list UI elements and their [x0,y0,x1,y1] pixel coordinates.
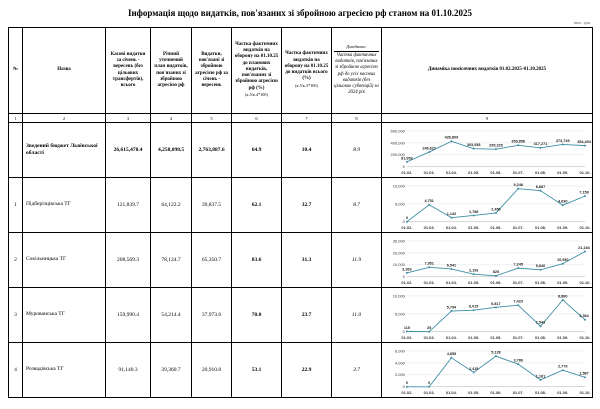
svg-text:6,000: 6,000 [394,348,405,354]
svg-text:8,880: 8,880 [558,294,568,299]
row-name: Сокільницька ТГ [23,233,106,288]
svg-text:426,809: 426,809 [444,135,459,140]
svg-text:4,751: 4,751 [424,199,434,204]
svg-text:01.06.: 01.06. [490,335,502,341]
svg-text:7,245: 7,245 [513,262,523,267]
reference-2024-value: 8.9 [332,123,382,178]
svg-text:6,541: 6,541 [446,263,457,268]
col-header-pct-plan-formula: (к.5/к.4*100) [245,91,268,97]
svg-text:01.07.: 01.07. [512,170,524,176]
svg-text:3,263: 3,263 [402,267,412,272]
svg-text:115: 115 [403,325,410,330]
svg-text:81,953: 81,953 [401,156,413,161]
svg-text:01.03.: 01.03. [423,225,435,231]
svg-text:295,228: 295,228 [489,143,503,148]
svg-text:5,000: 5,000 [394,201,405,207]
svg-text:2,779: 2,779 [558,364,568,369]
row-name: Розвадівська ТГ [23,343,106,398]
svg-text:10,930: 10,930 [556,258,569,263]
pct-of-plan: 64.9 [232,123,282,178]
svg-text:01.10.: 01.10. [579,170,591,176]
expenditures-table [8,27,593,398]
svg-text:01.07.: 01.07. [512,225,524,231]
svg-text:3,364: 3,364 [579,314,589,319]
actual-expenditures: 37,973.6 [192,288,232,343]
svg-text:01.10.: 01.10. [579,225,591,231]
svg-text:01.07.: 01.07. [512,390,524,396]
svg-text:01.08.: 01.08. [534,225,547,231]
svg-text:7,423: 7,423 [513,299,523,304]
row-index: 3 [9,288,23,343]
svg-text:01.08.: 01.08. [534,335,547,341]
row-name: Мурованська ТГ [23,288,106,343]
page-title: Інформація щодо видатків, пов'язаних зі збройною агресією рф станом на 01.10.2025 [127,8,473,18]
svg-text:01.08.: 01.08. [534,390,547,396]
actual-expenditures: 65,350.7 [192,233,232,288]
col-number: 1 [9,114,23,123]
svg-text:01.09.: 01.09. [557,390,569,396]
row-name: Підберізцівська ТГ [23,178,106,233]
svg-text:10,000: 10,000 [392,183,405,189]
pct-of-total: 10.4 [282,123,332,178]
row-index: 1 [9,178,23,233]
table-row-consolidated-budget [9,123,593,178]
monthly-dynamics-chart [382,123,593,178]
svg-text:2,000: 2,000 [394,372,405,378]
svg-text:359,856: 359,856 [511,139,526,144]
svg-text:01.02.: 01.02. [401,170,413,176]
svg-text:01.07.: 01.07. [512,335,524,341]
table-row-pidberiztsivska [9,178,593,233]
cash-expenditures: 121,839.7 [106,178,151,233]
svg-text:5,794: 5,794 [446,305,457,310]
svg-text:0: 0 [405,216,408,221]
svg-text:01.09.: 01.09. [557,225,569,231]
svg-text:1,161: 1,161 [535,374,546,379]
svg-text:01.06.: 01.06. [490,170,502,176]
cash-expenditures: 208,569.3 [106,233,151,288]
svg-text:7,951: 7,951 [424,261,434,266]
svg-text:200,000: 200,000 [390,152,405,158]
actual-expenditures: 39,837.5 [192,178,232,233]
col-number: 3 [106,114,151,123]
svg-text:01.05.: 01.05. [468,280,480,286]
pct-of-plan: 83.6 [232,233,282,288]
svg-text:01.02.: 01.02. [401,390,413,396]
svg-text:01.03.: 01.03. [423,335,435,341]
svg-text:21,164: 21,164 [578,246,590,251]
pct-of-plan: 70.0 [232,288,282,343]
svg-text:400,000: 400,000 [390,140,405,146]
annual-plan: 64,122.2 [151,178,192,233]
actual-expenditures: 2,763,887.6 [192,123,232,178]
svg-text:01.03.: 01.03. [423,280,435,286]
monthly-dynamics-chart [382,288,593,343]
svg-text:01.06.: 01.06. [490,390,502,396]
svg-text:01.08.: 01.08. [534,170,547,176]
col-header-pct-total-formula: (к.5/к.3*100) [295,82,318,88]
monthly-dynamics-chart [382,343,593,398]
col-header-name: Назва [23,28,106,114]
table-row-sokilnytska [9,233,593,288]
svg-text:825: 825 [492,270,500,275]
row-name: Зведений бюджет Львівської області [23,123,106,178]
svg-text:5,840: 5,840 [535,264,546,269]
cash-expenditures: 26,615,478.4 [106,123,151,178]
col-header-dynamics-chart: Динаміка помісячних видатків 01.02.2025-01.10.2025 [382,28,593,114]
svg-text:01.09.: 01.09. [557,280,569,286]
row-index: 2 [9,233,23,288]
svg-text:01.04.: 01.04. [445,170,457,176]
svg-text:246,627: 246,627 [422,146,436,151]
svg-text:3,786: 3,786 [513,358,523,363]
col-header-cash: Касові видатки за січень - вересень (без цільових трансфертів), всього [106,28,151,114]
pct-of-total: 31.3 [282,233,332,288]
table-row-murovanska [9,288,593,343]
col-header-actual: Видатки, пов'язані зі збройною агресією рф за січень - вересень [192,28,232,114]
svg-text:0: 0 [405,381,408,386]
pct-of-plan: 62.1 [232,178,282,233]
svg-text:01.07.: 01.07. [512,280,524,286]
col-number: 8 [332,114,382,123]
svg-text:01.04.: 01.04. [445,335,457,341]
col-number: 4 [151,114,192,123]
col-number: 6 [232,114,282,123]
svg-text:354,454: 354,454 [577,140,591,145]
svg-text:0: 0 [428,381,431,386]
col-number: 5 [192,114,232,123]
svg-text:10,000: 10,000 [392,262,405,268]
svg-text:0: 0 [402,219,405,225]
pct-of-total: 23.7 [282,288,332,343]
svg-text:10,000: 10,000 [392,293,405,299]
svg-text:373,749: 373,749 [555,139,570,144]
svg-text:25: 25 [427,326,432,331]
cash-expenditures: 159,990.4 [106,288,151,343]
svg-text:1,142: 1,142 [446,212,457,217]
svg-text:01.05.: 01.05. [468,170,480,176]
col-header-pct-total [282,28,332,114]
row-index: 4 [9,343,23,398]
svg-text:2,415: 2,415 [468,366,479,371]
svg-text:01.10.: 01.10. [579,280,591,286]
annual-plan: 39,360.7 [151,343,192,398]
svg-text:01.05.: 01.05. [468,225,480,231]
svg-text:01.05.: 01.05. [468,335,480,341]
monthly-dynamics-chart [382,233,593,288]
col-header-pct-plan-text: Частка фактичних видатків на оборону на 01.10.25 до планових видатків, пов'язаних зі збройною агресією рф (%) [234,41,279,91]
svg-text:600,000: 600,000 [390,128,405,134]
svg-text:4,855: 4,855 [446,352,457,357]
svg-text:5,128: 5,128 [491,350,501,355]
svg-text:30,000: 30,000 [392,238,405,244]
row-index [9,123,23,178]
column-number-row [9,114,593,123]
svg-text:01.09.: 01.09. [557,335,569,341]
reference-description: Частка фактичних видатків, пов'язаних зі збройною агресією рф до усіх касових видатків (без цільових субвенцій) за 2024 рік [334,52,379,96]
pct-of-plan: 53.1 [232,343,282,398]
svg-text:1,768: 1,768 [468,209,479,214]
col-header-plan: Річний уточнений план видатків, пов'язаних зі збройною агресією рф [151,28,192,114]
table-row-rozvadivska [9,343,593,398]
svg-text:01.04.: 01.04. [445,390,457,396]
col-header-index: № [9,28,23,114]
col-header-pct-plan [232,28,282,114]
svg-text:01.06.: 01.06. [490,280,502,286]
svg-text:8,687: 8,687 [535,185,546,190]
pct-of-total: 32.7 [282,178,332,233]
reference-label: Довідково: [334,44,379,52]
svg-text:2,456: 2,456 [491,207,501,212]
cash-expenditures: 91,140.3 [106,343,151,398]
svg-text:0: 0 [402,384,405,390]
reference-2024-value: 8.7 [332,178,382,233]
header-row [9,28,593,114]
pct-of-total: 22.9 [282,343,332,398]
svg-text:2,193: 2,193 [468,268,479,273]
reference-2024-value: 11.9 [332,233,382,288]
col-number: 7 [282,114,332,123]
monthly-dynamics-chart [382,178,593,233]
svg-text:0: 0 [402,329,405,335]
svg-text:01.02.: 01.02. [401,280,413,286]
svg-text:01.03.: 01.03. [423,170,435,176]
svg-text:01.10.: 01.10. [579,335,591,341]
svg-text:01.06.: 01.06. [490,225,502,231]
col-header-reference-2024 [332,28,382,114]
unit-note: тис. грн [574,20,590,25]
svg-text:0: 0 [402,164,405,170]
svg-text:01.05.: 01.05. [468,390,480,396]
svg-text:7,158: 7,158 [579,190,589,195]
svg-text:01.03.: 01.03. [423,390,435,396]
svg-text:01.04.: 01.04. [445,225,457,231]
svg-text:5,000: 5,000 [394,311,405,317]
svg-text:6,817: 6,817 [491,301,501,306]
svg-text:01.10.: 01.10. [579,390,591,396]
svg-text:20,000: 20,000 [392,250,405,256]
svg-text:4,630: 4,630 [558,199,568,204]
svg-text:01.08.: 01.08. [534,280,547,286]
actual-expenditures: 20,910.8 [192,343,232,398]
annual-plan: 54,214.4 [151,288,192,343]
svg-text:01.02.: 01.02. [401,335,413,341]
svg-text:01.02.: 01.02. [401,225,413,231]
svg-text:01.04.: 01.04. [445,280,457,286]
svg-text:317,271: 317,271 [533,142,548,147]
svg-text:01.09.: 01.09. [557,170,569,176]
col-number: 2 [23,114,106,123]
svg-text:0: 0 [402,274,405,280]
svg-text:303,938: 303,938 [466,143,481,148]
col-header-pct-total-text: Частка фактичних видатків на оборону на 01.10.25 до видатків всього (%) [284,51,329,82]
reference-2024-value: 11.0 [332,288,382,343]
svg-text:6,015: 6,015 [468,304,479,309]
reference-2024-value: 3.7 [332,343,382,398]
svg-text:1,587: 1,587 [579,371,589,376]
svg-text:9,246: 9,246 [513,183,523,188]
col-number: 9 [382,114,593,123]
annual-plan: 4,258,098.5 [151,123,192,178]
svg-text:1,543: 1,543 [535,320,546,325]
annual-plan: 78,124.7 [151,233,192,288]
svg-text:4,000: 4,000 [394,360,405,366]
